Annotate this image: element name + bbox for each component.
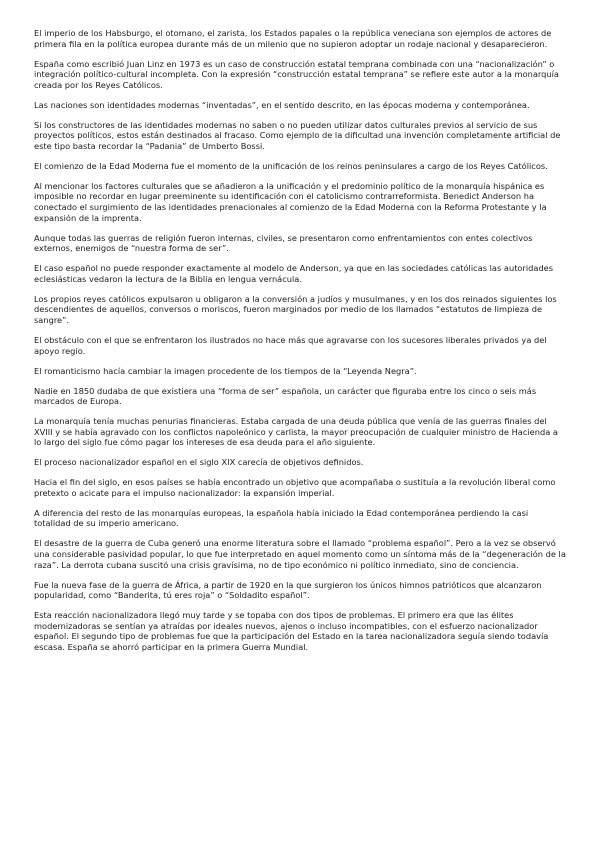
paragraph: España como escribió Juan Linz en 1973 es un caso de construcción estatal temprana combinada con una “nacionalización” o integración político-cultural incompleta. Con la expresión “construcción estatal temprana” se refiere este autor a la monarquía creada por los Reyes Católicos. <box>34 58 559 90</box>
paragraph: El romanticismo hacía cambiar la imagen procedente de los tiempos de la “Leyenda Negra”. <box>34 365 417 376</box>
paragraph: Los propios reyes católicos expulsaron u obligaron a la conversión a judíos y musulmanes, y en los dos reinados siguientes los descendientes de aquellos, conversos o moriscos, fueron marginados por medio de los llamados “estatutos de limpieza de sangre”. <box>34 293 557 325</box>
paragraph: Aunque todas las guerras de religión fueron internas, civiles, se presentaron como enfrentamientos con entes colectivos externos, enemigos de “nuestra forma de ser”. <box>34 232 533 254</box>
paragraph: El obstáculo con el que se enfrentaron los ilustrados no hace más que agravarse con los sucesores liberales privados ya del apoyo regio. <box>34 334 547 356</box>
paragraph: El proceso nacionalizador español en el siglo XIX carecía de objetivos definidos. <box>34 457 364 468</box>
paragraph: Las naciones son identidades modernas “inventadas”, en el sentido descrito, en las épocas moderna y contemporánea. <box>34 99 530 110</box>
paragraph: El comienzo de la Edad Moderna fue el momento de la unificación de los reinos peninsulares a cargo de los Reyes Católicos. <box>34 160 548 171</box>
paragraph: Fue la nueva fase de la guerra de África, a partir de 1920 en la que surgieron los únicos himnos patrióticos que alcanzaron popularidad, como “Banderita, tú eres roja” o “Soldadito español”. <box>34 579 542 601</box>
paragraph: El caso español no puede responder exactamente al modelo de Anderson, ya que en las sociedades católicas las autoridades eclesiásticas vedaron la lectura de la Biblia en lengua vernácula. <box>34 263 554 284</box>
paragraph: La monarquía tenía muchas penurias financieras. Estaba cargada de una deuda pública que venía de las guerras finales del XVIII y se había agravado con los conflictos napoleónico y carlista, la mayor preocupación de cualquier ministro de Hacienda a lo largo del siglo fue cómo pagar los intereses de esa deuda para el año siguiente. <box>34 416 558 448</box>
document-page <box>34 28 566 662</box>
paragraph: Esta reacción nacionalizadora llegó muy tarde y se topaba con dos tipos de problemas. El primero era que las élites modernizadoras se sentían ya atraídas por ideales nuevos, ajenos o incluso incompatibles, con el esfuerzo nacionalizador español. El segundo tipo de problemas fue que la participación del Estado en la tarea nacionalizadora seguía siendo todavía escasa. España se ahorró participar en la primera Guerra Mundial. <box>34 610 549 652</box>
paragraph: Al mencionar los factores culturales que se añadieron a la unificación y el predominio político de la monarquía hispánica es imposible no recordar en lugar preeminente su identificación con el catolicismo contrarreformista. Benedict Anderson ha conectado el surgimiento de las identidades prenacionales al comienzo de la Edad Moderna con la Reforma Protestante y la expansión de la imprenta. <box>34 180 547 223</box>
paragraph: Nadie en 1850 dudaba de que existiera una “forma de ser” española, un carácter que figuraba entre los cinco o seis más marcados de Europa. <box>34 385 537 407</box>
paragraph: El imperio de los Habsburgo, el otomano, el zarista, los Estados papales o la república veneciana son ejemplos de actores de primera fila en la política europea durante más de un milenio que no supieron adoptar un rodaje nacional y desaparecieron. <box>34 28 552 49</box>
paragraph: A diferencia del resto de las monarquías europeas, la española había iniciado la Edad contemporánea perdiendo la casi totalidad de su imperio americano. <box>34 507 529 529</box>
paragraph: Si los constructores de las identidades modernas no saben o no pueden utilizar datos culturales previos al servicio de sus proyectos políticos, estos están destinados al fracaso. Como ejemplo de la dificultad una invención completamente artificial de este tipo basta recordar la “Padania” de Umberto Bossi. <box>34 119 561 151</box>
paragraph: El desastre de la guerra de Cuba generó una enorme literatura sobre el llamado “problema español”. Pero a la vez se observó una considerable pasividad popular, lo que fue interpretado en aquel momento como un síntoma más de la “degeneración de la raza”. La derrota cubana suscitó una crisis gravísima, no de tipo económico ni político inmediato, sino de conciencia. <box>34 538 566 570</box>
paragraph: Hacia el fin del siglo, en esos países se había encontrado un objetivo que acompañaba o sustituía a la revolución liberal como pretexto o acicate para el impulso nacionalizador: la expansión imperial. <box>34 477 556 498</box>
